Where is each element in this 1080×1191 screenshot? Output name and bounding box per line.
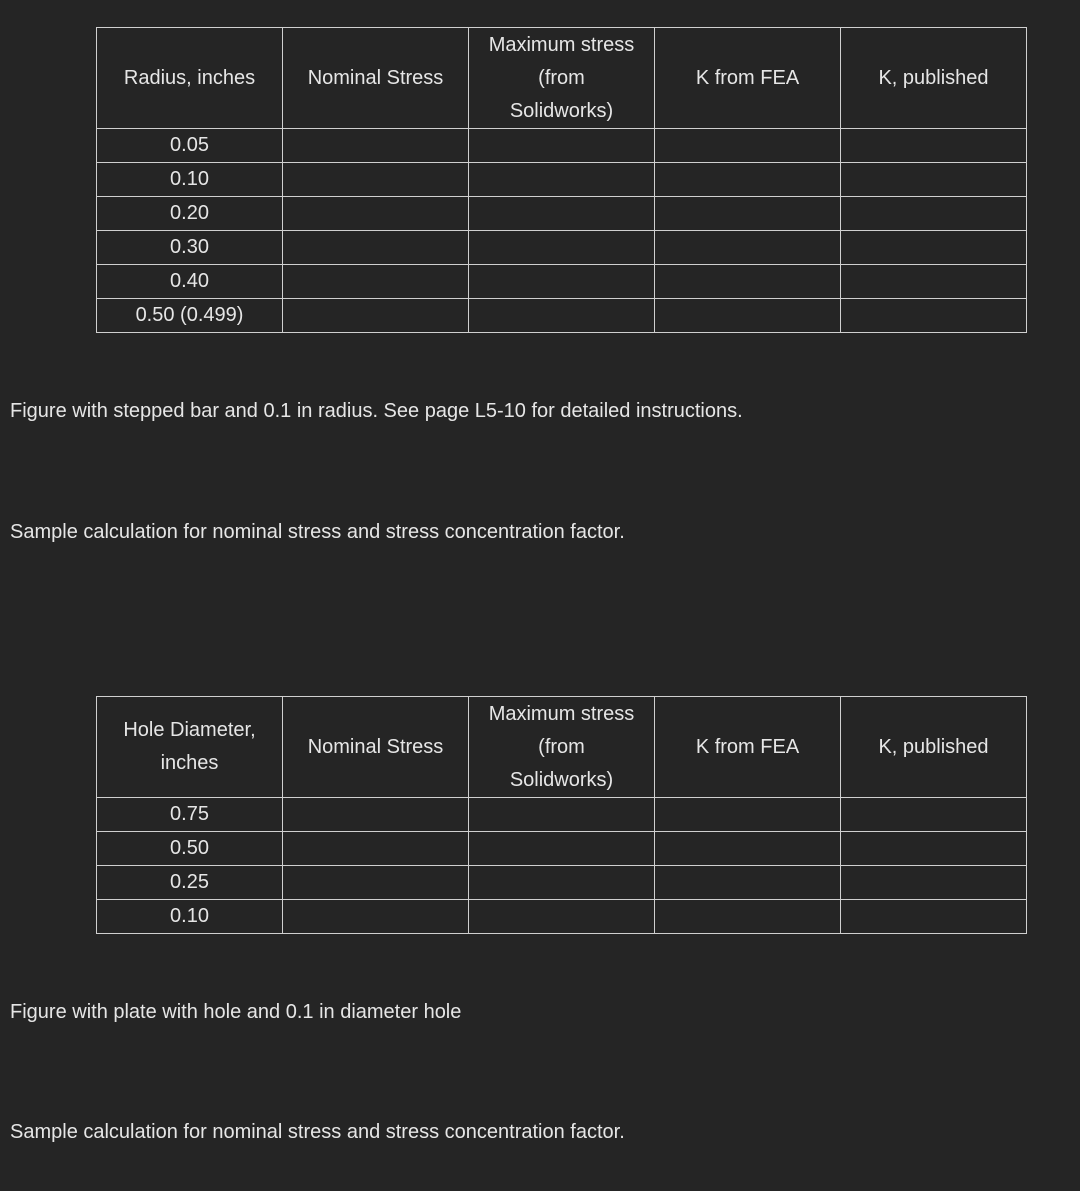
table-row [97,163,1027,197]
empty-entry-cell[interactable] [283,900,469,934]
header-line: Solidworks) [509,768,614,791]
table-row [97,866,1027,900]
table-row [97,129,1027,163]
empty-entry-cell[interactable] [655,900,841,934]
figure-caption-stepped-bar: Figure with stepped bar and 0.1 in radius. See page L5-10 for detailed instructions. [10,400,743,422]
table-row [97,299,1027,333]
empty-entry-cell[interactable] [841,197,1027,231]
empty-entry-cell[interactable] [655,299,841,333]
table-header-row [97,28,1027,129]
hole-diameter-table [96,696,1027,934]
empty-entry-cell[interactable] [283,163,469,197]
table-row [97,900,1027,934]
header-k-fea: K from FEA [655,28,841,129]
empty-entry-cell[interactable] [655,832,841,866]
row-value-cell: 0.75 [97,798,283,832]
empty-entry-cell[interactable] [469,900,655,934]
empty-entry-cell[interactable] [841,866,1027,900]
header-maximum-stress [469,28,655,129]
empty-entry-cell[interactable] [469,231,655,265]
table-row [97,832,1027,866]
empty-entry-cell[interactable] [841,299,1027,333]
empty-entry-cell[interactable] [841,832,1027,866]
empty-entry-cell[interactable] [655,197,841,231]
empty-entry-cell[interactable] [283,798,469,832]
header-radius: Radius, inches [97,28,283,129]
header-k-published: K, published [841,697,1027,798]
empty-entry-cell[interactable] [841,798,1027,832]
empty-entry-cell[interactable] [469,832,655,866]
empty-entry-cell[interactable] [283,866,469,900]
header-line: Solidworks) [509,99,614,122]
empty-entry-cell[interactable] [655,231,841,265]
sample-calculation-note: Sample calculation for nominal stress and stress concentration factor. [10,1121,625,1143]
table-row [97,265,1027,299]
empty-entry-cell[interactable] [283,265,469,299]
table-header-row [97,697,1027,798]
empty-entry-cell[interactable] [283,129,469,163]
empty-entry-cell[interactable] [655,129,841,163]
empty-entry-cell[interactable] [469,798,655,832]
empty-entry-cell[interactable] [283,299,469,333]
header-k-published: K, published [841,28,1027,129]
row-value-cell: 0.10 [97,163,283,197]
header-k-fea: K from FEA [655,697,841,798]
empty-entry-cell[interactable] [841,129,1027,163]
header-line: (from [538,735,585,758]
empty-entry-cell[interactable] [469,163,655,197]
row-value-cell: 0.50 [97,832,283,866]
row-value-cell: 0.40 [97,265,283,299]
empty-entry-cell[interactable] [283,197,469,231]
empty-entry-cell[interactable] [283,231,469,265]
empty-entry-cell[interactable] [469,129,655,163]
empty-entry-cell[interactable] [655,265,841,299]
table-row [97,197,1027,231]
table-row [97,231,1027,265]
empty-entry-cell[interactable] [841,231,1027,265]
row-value-cell: 0.50 (0.499) [97,299,283,333]
sample-calculation-note: Sample calculation for nominal stress and stress concentration factor. [10,521,625,543]
header-line: Maximum stress [488,702,635,725]
header-line: Maximum stress [488,33,635,56]
empty-entry-cell[interactable] [469,265,655,299]
row-value-cell: 0.30 [97,231,283,265]
empty-entry-cell[interactable] [655,798,841,832]
header-maximum-stress [469,697,655,798]
figure-caption-plate-hole: Figure with plate with hole and 0.1 in diameter hole [10,1001,462,1023]
empty-entry-cell[interactable] [469,197,655,231]
empty-entry-cell[interactable] [655,163,841,197]
empty-entry-cell[interactable] [841,265,1027,299]
header-hole-diameter [97,697,283,798]
row-value-cell: 0.10 [97,900,283,934]
empty-entry-cell[interactable] [841,163,1027,197]
header-line: (from [538,66,585,89]
row-value-cell: 0.25 [97,866,283,900]
header-nominal-stress: Nominal Stress [283,28,469,129]
header-line: Hole Diameter, [123,719,256,741]
empty-entry-cell[interactable] [469,299,655,333]
table-row [97,798,1027,832]
radius-table [96,27,1027,333]
empty-entry-cell[interactable] [283,832,469,866]
row-value-cell: 0.05 [97,129,283,163]
header-nominal-stress: Nominal Stress [283,697,469,798]
empty-entry-cell[interactable] [655,866,841,900]
empty-entry-cell[interactable] [841,900,1027,934]
header-line: inches [160,752,219,774]
row-value-cell: 0.20 [97,197,283,231]
empty-entry-cell[interactable] [469,866,655,900]
